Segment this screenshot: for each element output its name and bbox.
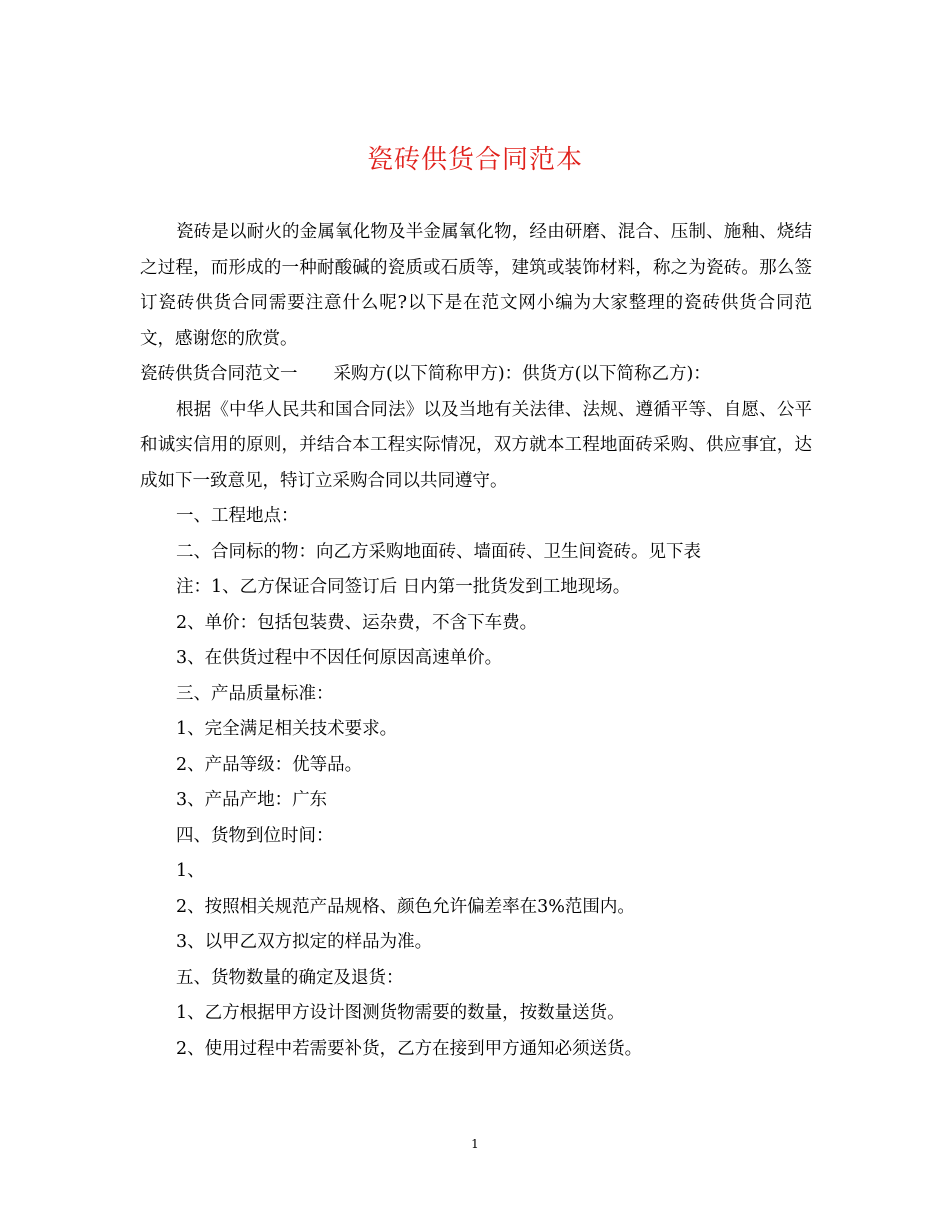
clause-item: 2、单价：包括包装费、运杂费，不含下车费。 bbox=[176, 612, 538, 633]
intro-paragraph: 瓷砖是以耐火的金属氧化物及半金属氧化物，经由研磨、混合、压制、施釉、烧结之过程，而形成的一种耐酸碱的瓷质或石质等，建筑或装饰材料，称之为瓷砖。那么签订瓷砖供货合同需要注意什么呢?以下是在范文网小编为大家整理的瓷砖供货合同范文，感谢您的欣赏。 bbox=[140, 222, 812, 349]
page-number: 1 bbox=[471, 1137, 479, 1151]
clause-item: 五、货物数量的确定及退货： bbox=[176, 967, 404, 988]
clause-item: 注：1、乙方保证合同签订后 日内第一批货发到工地现场。 bbox=[176, 577, 631, 597]
clause-item: 2、使用过程中若需要补货，乙方在接到甲方通知必须送货。 bbox=[176, 1038, 643, 1059]
clause-item: 3、产品产地：广东 bbox=[176, 790, 328, 810]
clause-item: 2、产品等级：优等品。 bbox=[176, 754, 363, 775]
basis-paragraph: 根据《中华人民共和国合同法》以及当地有关法律、法规、遵循平等、自愿、公平和诚实信用的原则，并结合本工程实际情况，双方就本工程地面砖采购、供应事宜，达成如下一致意见，特订立采购合同以共同遵守。 bbox=[140, 399, 812, 491]
document-body bbox=[140, 215, 812, 1067]
clause-item: 3、在供货过程中不因任何原因高速单价。 bbox=[176, 648, 503, 668]
clause-item: 3、以甲乙双方拟定的样品为准。 bbox=[176, 932, 433, 952]
document-title: 瓷砖供货合同范本 bbox=[366, 145, 583, 175]
clause-item: 1、完全满足相关技术要求。 bbox=[176, 719, 398, 739]
sample-heading-line bbox=[140, 357, 812, 393]
parties-line: 采购方(以下简称甲方)：供货方(以下简称乙方)： bbox=[333, 364, 711, 384]
clause-item: 1、 bbox=[176, 861, 205, 881]
clause-item: 四、货物到位时间： bbox=[176, 825, 334, 846]
clause-item: 二、合同标的物：向乙方采购地面砖、墙面砖、卫生间瓷砖。见下表 bbox=[176, 541, 701, 562]
clause-item: 2、按照相关规范产品规格、颜色允许偏差率在3%范围内。 bbox=[176, 896, 635, 917]
sample-heading: 瓷砖供货合同范文一 bbox=[140, 364, 298, 384]
clause-item: 三、产品质量标准： bbox=[176, 683, 334, 704]
clause-item: 1、乙方根据甲方设计图测货物需要的数量，按数量送货。 bbox=[176, 1003, 625, 1023]
clause-item: 一、工程地点： bbox=[176, 506, 299, 526]
